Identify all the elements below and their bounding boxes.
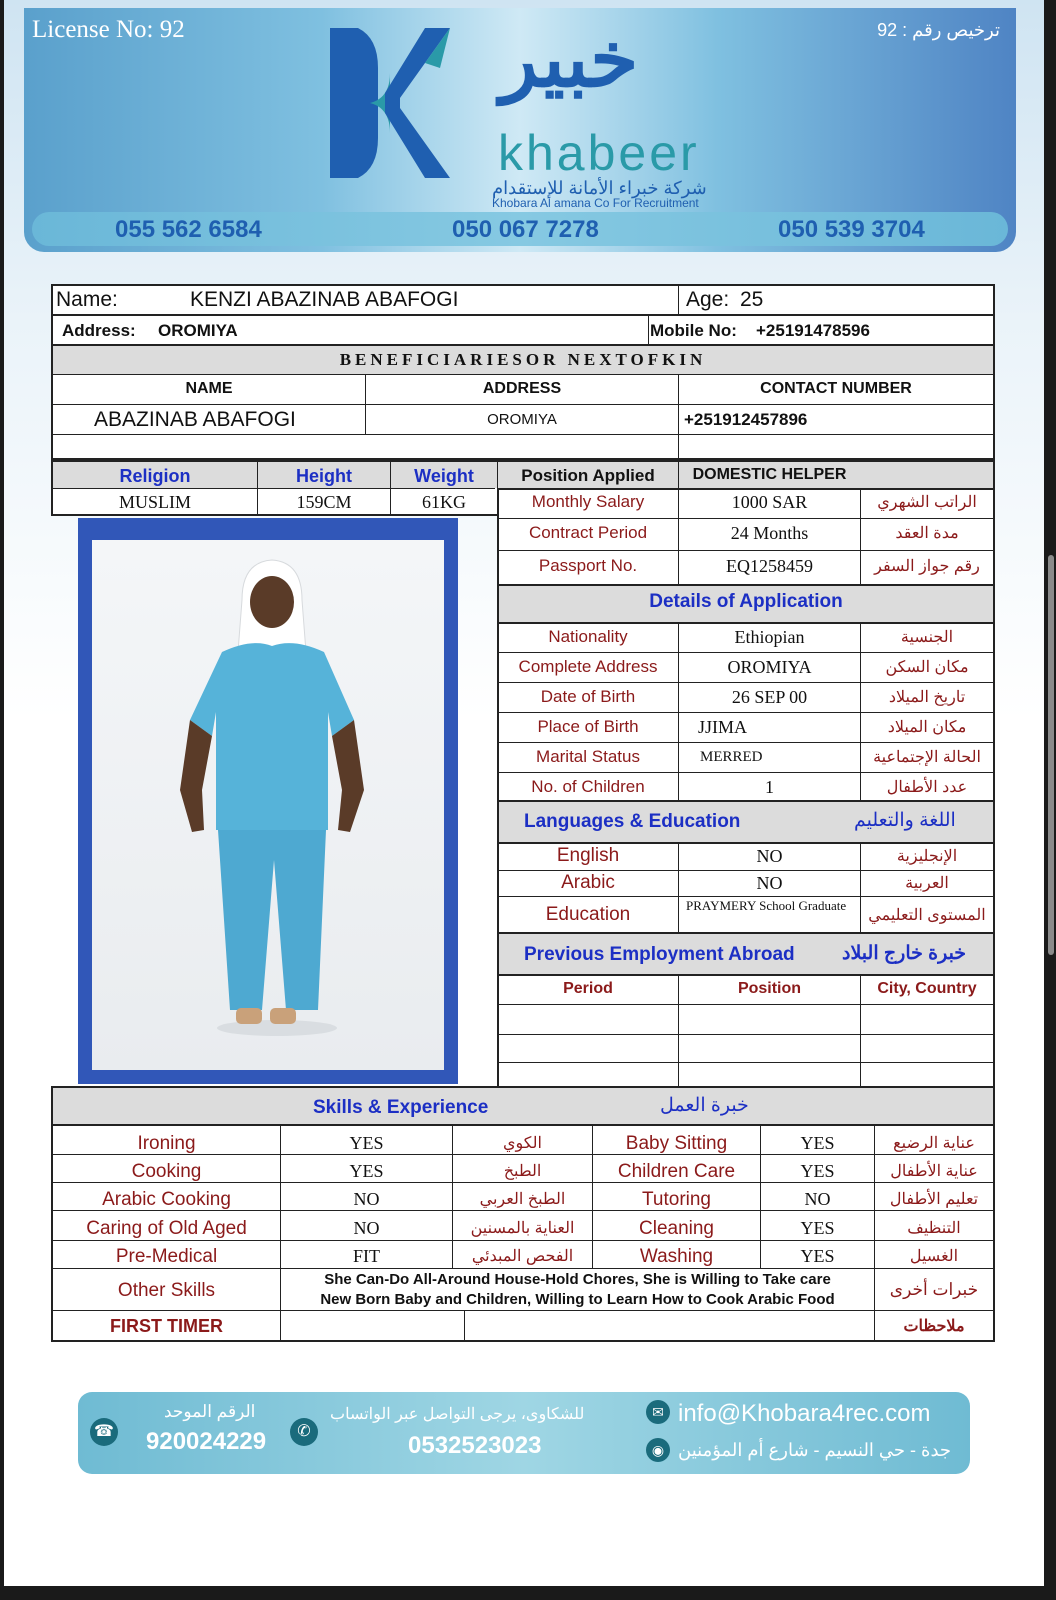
mobile-value: +25191478596 xyxy=(756,321,870,340)
skill-ar: الفحص المبدئي xyxy=(471,1248,574,1265)
weight-value: 61KG xyxy=(422,492,466,512)
english-value: NO xyxy=(756,846,783,866)
arabic-value: NO xyxy=(756,873,783,893)
skill-value: FIT xyxy=(353,1246,380,1266)
office-address: جدة - حي النسيم - شارع أم المؤمنين xyxy=(678,1440,952,1460)
phone-number: 055 562 6584 xyxy=(115,216,262,243)
monthly-salary-ar: الراتب الشهري xyxy=(877,494,977,511)
phone-icon: ☎ xyxy=(90,1418,118,1446)
employment-header-position: Position xyxy=(737,980,802,997)
skills-title: Skills & Experience xyxy=(313,1097,489,1118)
skill-value: NO xyxy=(353,1218,380,1238)
skill-value: NO xyxy=(804,1189,831,1209)
complete-address-label: Complete Address xyxy=(518,657,658,676)
logo-text-en: khabeer xyxy=(498,125,700,181)
children-value: 1 xyxy=(765,777,774,797)
skill-value: YES xyxy=(349,1161,384,1181)
skill-value: YES xyxy=(800,1133,835,1153)
languages-title-ar: اللغة والتعليم xyxy=(854,810,956,831)
skill-label: Baby Sitting xyxy=(625,1133,728,1154)
skill-label: Cleaning xyxy=(639,1218,714,1239)
kin-name: ABAZINAB ABAFOGI xyxy=(94,408,296,431)
license-number-ar: ترخيص رقم : 92 xyxy=(877,20,1000,40)
nationality-value: Ethiopian xyxy=(734,627,805,647)
date-of-birth-label: Date of Birth xyxy=(540,687,636,706)
children-label: No. of Children xyxy=(531,777,645,796)
place-of-birth-ar: مكان الميلاد xyxy=(887,719,967,736)
skill-ar: الطبخ العربي xyxy=(479,1191,566,1208)
unified-number: 920024229 xyxy=(146,1428,267,1455)
skill-label: Tutoring xyxy=(642,1189,711,1210)
skills-title-ar: خبرة العمل xyxy=(660,1095,749,1116)
address-label: Address: xyxy=(62,321,136,340)
position-applied-value: DOMESTIC HELPER xyxy=(692,466,847,483)
complete-address-value: OROMIYA xyxy=(727,657,812,677)
first-timer-label: FIRST TIMER xyxy=(110,1316,223,1336)
marital-status-ar: الحالة الإجتماعية xyxy=(873,749,981,766)
weight-header: Weight xyxy=(414,466,474,486)
height-header: Height xyxy=(296,466,352,486)
children-ar: عدد الأطفال xyxy=(886,779,968,796)
phone-number: 050 067 7278 xyxy=(452,216,599,243)
employment-header-city: City, Country xyxy=(877,980,977,997)
contract-period-ar: مدة العقد xyxy=(895,525,959,542)
phone-number: 050 539 3704 xyxy=(778,216,925,243)
skill-ar: عناية الرضيع xyxy=(893,1135,975,1152)
age-label: Age: xyxy=(686,288,730,311)
skill-value: NO xyxy=(353,1189,380,1209)
skill-label: Cooking xyxy=(131,1161,202,1182)
employment-title-ar: خبرة خارج البلاد xyxy=(842,943,967,964)
age-value: 25 xyxy=(740,288,764,311)
nationality-ar: الجنسية xyxy=(900,629,954,646)
mobile-label: Mobile No: xyxy=(650,321,737,340)
education-ar: المستوى التعليمي xyxy=(868,907,986,924)
employment-header-period: Period xyxy=(563,980,613,997)
monthly-salary-value: 1000 SAR xyxy=(731,492,808,512)
unified-number-label: الرقم الموحد xyxy=(164,1402,256,1421)
height-value: 159CM xyxy=(296,492,352,512)
skill-ar: عناية الأطفال xyxy=(890,1163,978,1180)
employment-title: Previous Employment Abroad xyxy=(524,944,795,965)
name-label: Name: xyxy=(56,288,118,311)
other-skills-label: Other Skills xyxy=(117,1280,216,1301)
skill-value: YES xyxy=(800,1161,835,1181)
arabic-ar: العربية xyxy=(905,875,949,892)
religion-value: MUSLIM xyxy=(118,492,191,512)
english-ar: الإنجليزية xyxy=(896,848,958,865)
logo-text-ar: خبير xyxy=(500,15,639,103)
languages-title: Languages & Education xyxy=(524,811,741,832)
skill-ar: الكوي xyxy=(503,1135,542,1152)
kin-contact: +251912457896 xyxy=(684,410,808,429)
window-frame-bottom xyxy=(0,1586,1056,1600)
skill-ar: تعليم الأطفال xyxy=(889,1191,979,1208)
skill-label: Children Care xyxy=(617,1161,736,1182)
passport-value: EQ1258459 xyxy=(726,556,813,576)
passport-label: Passport No. xyxy=(538,556,638,575)
skill-label: Ironing xyxy=(137,1133,196,1154)
monthly-salary-label: Monthly Salary xyxy=(531,492,645,511)
applicant-photo xyxy=(92,540,444,1070)
other-skills-line1: She Can-Do All-Around House-Hold Chores, She is Willing to Take care xyxy=(324,1271,831,1288)
complete-address-ar: مكان السكن xyxy=(885,659,969,676)
contract-period-label: Contract Period xyxy=(528,523,648,542)
license-number-en: License No: 92 xyxy=(32,16,185,43)
whatsapp-number: 0532523023 xyxy=(408,1432,542,1459)
religion-header: Religion xyxy=(119,466,191,486)
location-pin-icon: ◉ xyxy=(646,1438,670,1462)
education-label: Education xyxy=(545,904,631,925)
kin-header-name: NAME xyxy=(185,380,233,397)
khabeer-logo-icon xyxy=(330,28,455,178)
person-figure-icon xyxy=(92,540,444,1070)
logo-tagline-ar: شركة خبراء الأمانة للإستقدام xyxy=(492,178,707,198)
contract-period-value: 24 Months xyxy=(730,523,809,543)
skill-value: YES xyxy=(349,1133,384,1153)
window-frame-left xyxy=(0,0,4,1600)
whatsapp-icon: ✆ xyxy=(290,1418,318,1446)
skill-value: YES xyxy=(800,1218,835,1238)
remarks-ar: ملاحظات xyxy=(903,1318,965,1335)
skill-label: Arabic Cooking xyxy=(102,1189,231,1210)
marital-status-value: MERRED xyxy=(700,749,763,765)
skill-ar: التنظيف xyxy=(907,1220,961,1237)
kin-header-contact: CONTACT NUMBER xyxy=(760,380,912,397)
marital-status-label: Marital Status xyxy=(536,747,640,766)
skill-ar: العناية بالمسنين xyxy=(470,1220,575,1237)
email-address[interactable]: info@Khobara4rec.com xyxy=(678,1400,931,1427)
arabic-label: Arabic xyxy=(561,872,615,893)
skill-label: Pre-Medical xyxy=(115,1246,218,1267)
address-value: OROMIYA xyxy=(158,321,238,340)
applicant-name: KENZI ABAZINAB ABAFOGI xyxy=(190,288,459,311)
scrollbar-thumb[interactable] xyxy=(1048,555,1054,955)
passport-ar: رقم جواز السفر xyxy=(874,558,980,575)
skill-value: YES xyxy=(800,1246,835,1266)
education-value: PRAYMERY School Graduate xyxy=(686,898,847,913)
next-of-kin-title: BENEFICIARIESOR NEXTOFKIN xyxy=(339,350,707,369)
position-applied-label: Position Applied xyxy=(521,466,655,485)
other-skills-ar: خبرات أخرى xyxy=(889,1280,979,1299)
english-label: English xyxy=(556,845,620,866)
place-of-birth-value: JJIMA xyxy=(698,717,748,737)
skill-label: Washing xyxy=(639,1246,714,1267)
details-title: Details of Application xyxy=(649,591,843,612)
other-skills-line2: New Born Baby and Children, Willing to Learn How to Cook Arabic Food xyxy=(320,1291,835,1308)
place-of-birth-label: Place of Birth xyxy=(537,717,639,736)
kin-header-address: ADDRESS xyxy=(482,380,562,397)
skill-label: Caring of Old Aged xyxy=(86,1218,247,1239)
date-of-birth-ar: تاريخ الميلاد xyxy=(888,689,966,706)
whatsapp-label: للشكاوى، يرجى التواصل عبر الواتساب xyxy=(330,1406,585,1423)
skill-ar: الطبخ xyxy=(503,1163,542,1180)
kin-address: OROMIYA xyxy=(487,411,557,428)
skill-ar: الغسيل xyxy=(909,1248,959,1265)
nationality-label: Nationality xyxy=(548,627,628,646)
date-of-birth-value: 26 SEP 00 xyxy=(731,687,808,707)
logo-tagline-en: Khobara Al amana Co For Recruitment xyxy=(492,196,699,210)
email-icon: ✉ xyxy=(646,1400,670,1424)
